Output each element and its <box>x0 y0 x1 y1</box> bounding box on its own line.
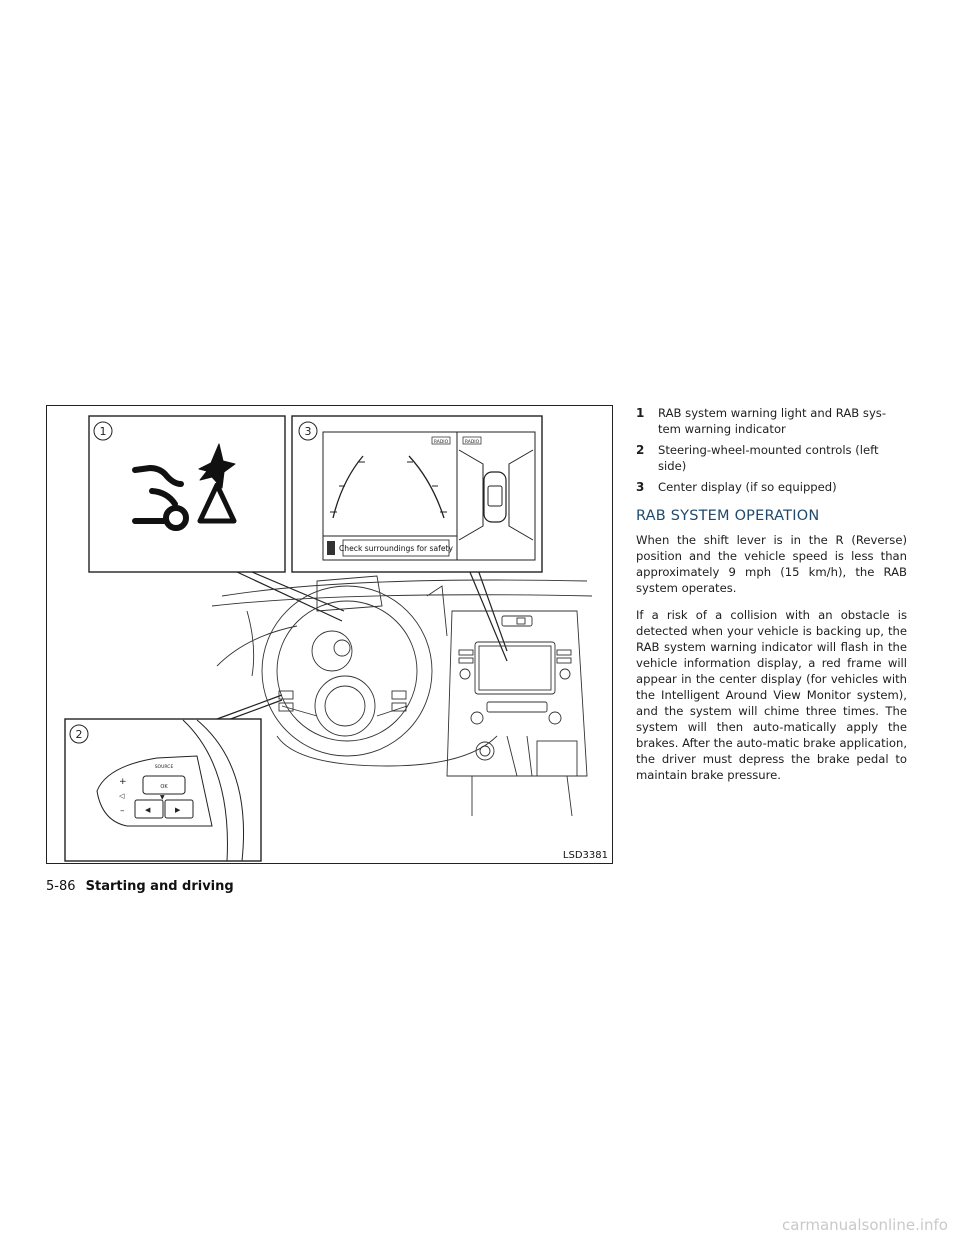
body-paragraph: If a risk of a collision with an obstacle is detected when your vehicle is backing up, the RAB system warning indicator will flash in the vehicle information display, a red frame will appear in the center display (for vehicles with the Intelligent Around View Monitor system), and the system will chime three times. The system will then auto-matically apply the brakes. After the auto-matic brake application, the driver must depress the brake pedal to maintain brake pressure. <box>636 608 908 782</box>
legend-number: 3 <box>636 480 645 494</box>
callout-box-1 <box>89 416 285 572</box>
svg-text:◁: ◁ <box>119 792 125 800</box>
page-footer <box>46 879 234 894</box>
leader-line-2 <box>217 695 282 719</box>
svg-text:▼: ▼ <box>160 794 165 801</box>
svg-text:◀: ◀ <box>145 806 151 814</box>
svg-text:+: + <box>119 777 127 787</box>
callout-label-3: 3 <box>304 425 312 438</box>
display-tag-right: RADIO <box>464 440 480 445</box>
leader-line-1b <box>252 572 344 611</box>
legend-item <box>636 405 907 437</box>
illustration-figure <box>46 405 613 864</box>
text-column <box>636 405 907 794</box>
legend-item <box>636 479 907 495</box>
svg-text:–: – <box>120 806 125 816</box>
legend-number: 2 <box>636 443 645 457</box>
legend-text: RAB system warning light and RAB sys-tem warning indicator <box>658 406 887 436</box>
steering-button-source: SOURCE <box>154 765 174 770</box>
display-message: Check surroundings for safety <box>339 544 453 553</box>
legend-number: 1 <box>636 406 645 420</box>
dashboard-sketch <box>212 576 592 816</box>
legend-text: Center display (if so equipped) <box>658 480 837 494</box>
legend-item <box>636 442 907 474</box>
dashboard-illustration <box>47 406 614 865</box>
display-tag-left: RADIO <box>433 440 449 445</box>
section-heading: RAB SYSTEM OPERATION <box>636 508 820 524</box>
page-number: 5-86 <box>46 879 76 894</box>
callout-box-2 <box>65 719 261 861</box>
legend-text: Steering-wheel-mounted controls (left side) <box>658 443 879 473</box>
callout-label-1: 1 <box>99 425 107 438</box>
watermark: carmanualsonline.info <box>782 1216 948 1234</box>
svg-text:▶: ▶ <box>175 806 181 814</box>
footer-section-name: Starting and driving <box>85 879 234 894</box>
figure-code: LSD3381 <box>562 850 608 861</box>
steering-button-ok: OK <box>160 784 168 790</box>
callout-label-2: 2 <box>75 728 83 741</box>
body-paragraph: When the shift lever is in the R (Reverse) position and the vehicle speed is less than approximately 9 mph (15 km/h), the RAB system operates. <box>636 533 907 595</box>
leader-line-1 <box>237 572 342 621</box>
